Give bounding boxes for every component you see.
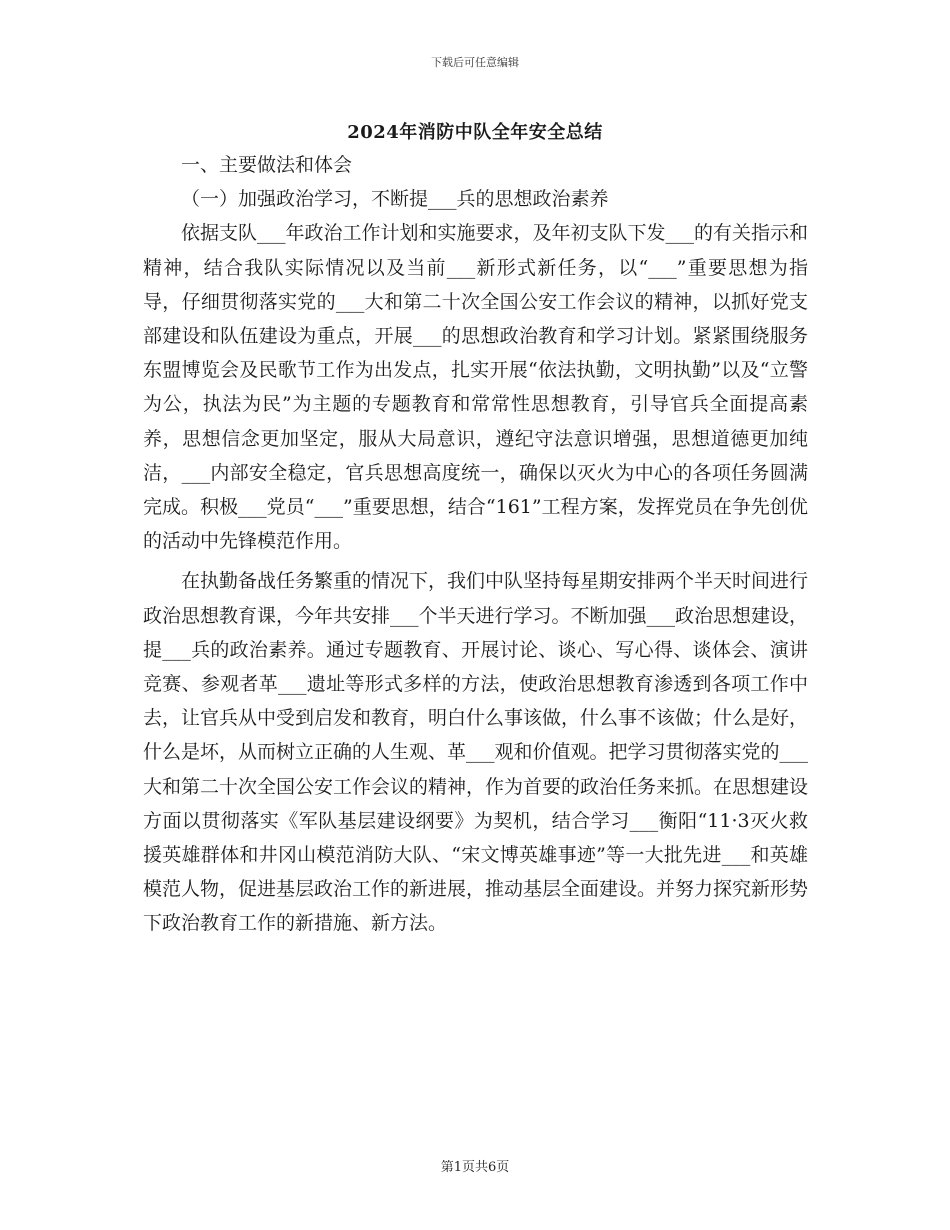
header-note: 下载后可任意编辑 bbox=[431, 56, 519, 69]
paragraph: 在执勤备战任务繁重的情况下，我们中队坚持每星期安排两个半天时间进行政治思想教育课，今年共安排___个半天进行学习。不断加强___政治思想建设，提___兵的政治素养。通过专题教育、开展讨论、谈心、写心得、谈体会、演讲竞赛、参观者革___遗址等形式多样的方法，使政治思想教育渗透到各项工作中去，让官兵从中受到启发和教育，明白什么事该做，什么事不该做；什么是好，什么是坏，从而树立正确的人生观、革___观和价值观。把学习贯彻落实党的___大和第二十次全国公安工作会议的精神，作为首要的政治任务来抓。在思想建设方面以贯彻落实《军队基层建设纲要》为契机，结合学习___衡阳“11·3灭火救援英雄群体和井冈山模范消防大队、“宋文博英雄事迹”等一大批先进___和英雄模范人物，促进基层政治工作的新进展，推动基层全面建设。并努力探究新形势下政治教育工作的新措施、新方法。 bbox=[143, 570, 809, 935]
section-heading: 一、主要做法和体会 bbox=[181, 154, 353, 176]
document-title: 2024年消防中队全年安全总结 bbox=[347, 122, 603, 143]
document-body bbox=[143, 148, 808, 941]
subsection-heading: （一）加强政治学习，不断提___兵的思想政治素养 bbox=[181, 188, 609, 211]
paragraph: 依据支队___年政治工作计划和实施要求，及年初支队下发___的有关指示和精神，结合我队实际情况以及当前___新形式新任务，以“___”重要思想为指导，仔细贯彻落实党的___大和第二十次全国公安工作会议的精神，以抓好党支部建设和队伍建设为重点，开展___的思想政治教育和学习计划。紧紧围绕服务东盟博览会及民歌节工作为出发点，扎实开展“依法执勤，文明执勤”以及“立警为公，执法为民”为主题的专题教育和常常性思想教育，引导官兵全面提高素养，思想信念更加坚定，服从大局意识，遵纪守法意识增强，思想道德更加纯洁，___内部安全稳定，官兵思想高度统一，确保以灭火为中心的各项任务圆满完成。积极___党员“___”重要思想，结合“161”工程方案，发挥党员在争先创优的活动中先锋模范作用。 bbox=[143, 222, 809, 553]
page-number: 第1页共6页 bbox=[440, 1160, 510, 1175]
